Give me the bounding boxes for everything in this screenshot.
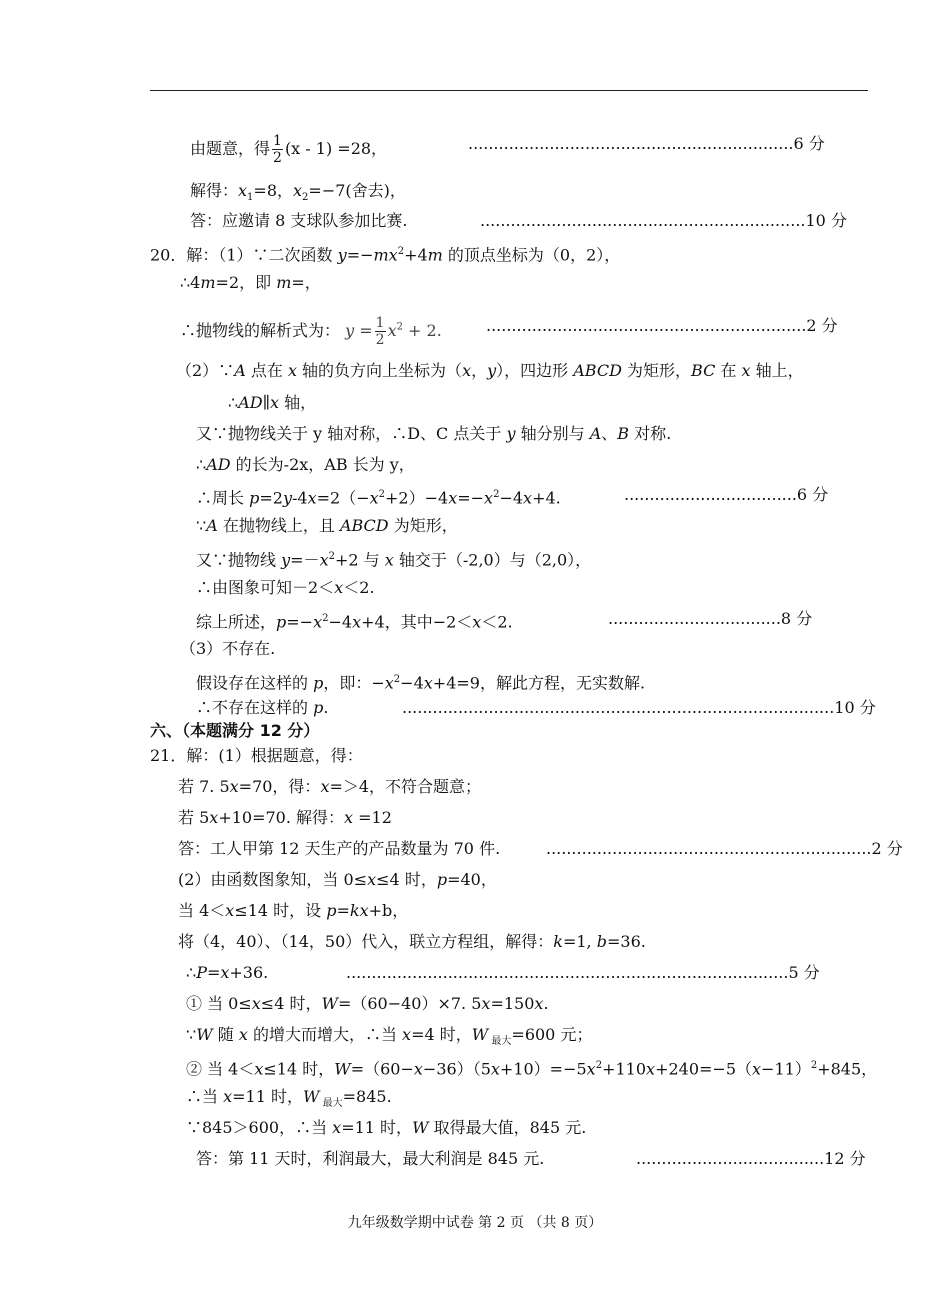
s20-line5: ∴AD∥x 轴， [228, 393, 317, 412]
s21-line10: ∵W 随 x 的增大而增大，∴当 x=4 时，W $_{最大}$=600 元； [186, 1025, 593, 1048]
score-2b: ................................................................2 分 [546, 839, 903, 858]
s20-line15: ∴不存在这样的 p. [196, 698, 329, 717]
s19-equation: 由题意，得 $\frac{1}{2}$ (x - 1) =28， [190, 133, 388, 166]
s20-line7: ∴AD 的长为-2x，AB 长为 y， [196, 455, 415, 474]
score-6: ................................................................6 分 [468, 134, 825, 153]
score-2: ...............................................................2 分 [486, 316, 838, 335]
s21-line2: 若 7. 5x=70，得：x=＞4，不符合题意； [178, 777, 482, 796]
s19-answer: 答：应邀请 8 支球队参加比赛. [190, 211, 408, 230]
score-12: .....................................12 分 [636, 1149, 866, 1168]
s21-line7: 将（4，40）、（14，50）代入，联立方程组，解得：k=1, b=36. [178, 932, 646, 951]
s20-line14: 假设存在这样的 p，即：$-x^2-4x+4=9$，解此方程，无实数解. [196, 673, 646, 693]
s20-line4: （2）∵A 点在 x 轴的负方向上坐标为（x，y），四边形 ABCD 为矩形，BC 在 x 轴上， [176, 361, 804, 380]
s21-line14: 答：第 11 天时，利润最大，最大利润是 845 元. [196, 1149, 545, 1168]
score-5: .......................................................................................5 分 [346, 963, 820, 982]
s20-line13: （3）不存在. [180, 639, 276, 658]
page-footer: 九年级数学期中试卷 第 2 页 （共 8 页） [347, 1215, 603, 1231]
s20-line12: 综上所述，$p=-x^2-4x+4$，其中−2＜x＜2. [196, 612, 513, 632]
s20-line2: ∴4m=2，即 m=， [180, 273, 321, 292]
s19-solution: 解得：$x_1=8$，$x_2=-7$(舍去)， [190, 181, 406, 204]
s21-line12: ∴当 x=11 时，W $_{最大}$=845. [186, 1087, 392, 1110]
score-10b: .....................................................................................10 分 [402, 698, 876, 717]
score-8: ..................................8 分 [608, 609, 813, 628]
s21-line5: (2）由函数图象知，当 0≤x≤4 时，p=40， [178, 870, 497, 889]
s21-line8: ∴P=x+36. [186, 963, 269, 982]
s20-line8: ∴周长 $p=2y-4x=2(-x^2+2)-4x=-x^2-4x+4$. [196, 488, 561, 508]
s20-line9: ∵A 在抛物线上，且 ABCD 为矩形， [196, 516, 458, 535]
s21-line3: 若 5x+10=70. 解得：x =12 [178, 808, 392, 827]
s21-line1: 21．解：(1）根据题意，得： [150, 746, 363, 765]
section-six-heading: 六、（本题满分 12 分） [150, 721, 320, 740]
fraction-half-2: $\frac{1}{2}$ [375, 315, 385, 348]
s21-line11: ② 当 4＜x≤14 时，$W=(60-x-36)(5x+10)=-5x^2+110x+240=-5(x-11)^2+845$， [186, 1059, 878, 1079]
s21-line4: 答：工人甲第 12 天生产的产品数量为 70 件. [178, 839, 501, 858]
s21-line9: ① 当 0≤x≤4 时，W=（60−40）×7. 5x=150x. [186, 994, 549, 1013]
s20-line10: 又∵抛物线 $y=-x^2+2$ 与 x 轴交于（-2,0）与（2,0）， [196, 550, 592, 570]
s20-line11: ∴由图象可知－2＜x＜2. [196, 578, 375, 597]
s21-line13: ∵845＞600，∴当 x=11 时，W 取得最大值，845 元. [186, 1118, 587, 1137]
s20-line6: 又∵抛物线关于 y 轴对称，∴D、C 点关于 y 轴分别与 A、B 对称. [196, 424, 672, 443]
header-rule [150, 90, 868, 91]
score-6b: ..................................6 分 [624, 485, 829, 504]
score-10: ................................................................10 分 [480, 211, 847, 230]
fraction-half: $\frac{1}{2}$ [273, 133, 282, 166]
s20-line1: 20．解：（1）∵二次函数 $y=-mx^2+4m$ 的顶点坐标为（0，2）， [150, 245, 621, 265]
s20-line3: ∴抛物线的解析式为： y = $\frac{1}{2}$ $x^2 + 2$. [180, 315, 442, 348]
s21-line6: 当 4＜x≤14 时，设 p=kx+b， [178, 901, 409, 920]
